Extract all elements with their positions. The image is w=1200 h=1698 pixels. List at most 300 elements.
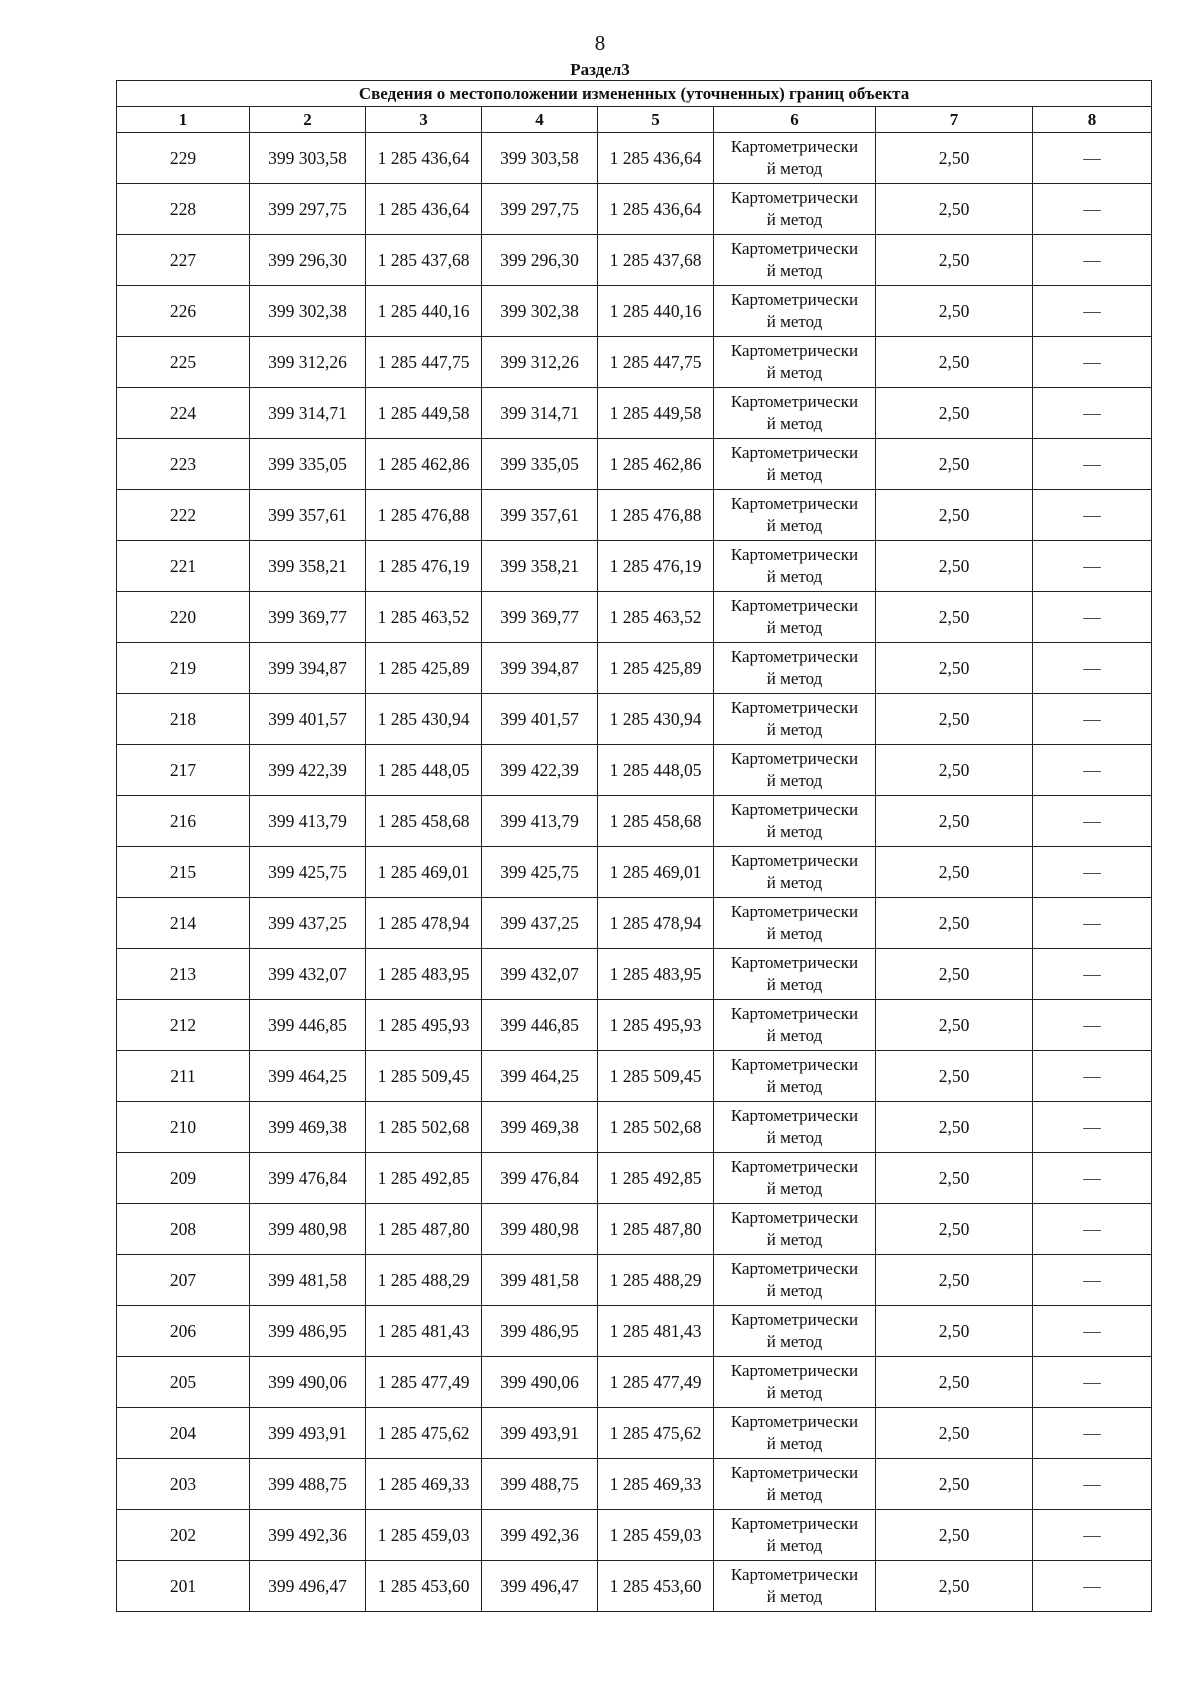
y-new-cell: 1 285 469,33	[598, 1459, 714, 1510]
y-existing-cell: 1 285 440,16	[366, 286, 482, 337]
accuracy-cell: 2,50	[876, 592, 1033, 643]
y-new-cell: 1 285 476,19	[598, 541, 714, 592]
method-line: й метод	[766, 1281, 823, 1300]
accuracy-cell: 2,50	[876, 1000, 1033, 1051]
x-existing-cell: 399 492,36	[250, 1510, 366, 1561]
column-number: 7	[876, 107, 1033, 133]
column-number: 4	[482, 107, 598, 133]
y-new-cell: 1 285 437,68	[598, 235, 714, 286]
method-line: Картометрически	[730, 800, 859, 819]
method-line: Картометрически	[730, 1463, 859, 1482]
y-existing-cell: 1 285 488,29	[366, 1255, 482, 1306]
method-line: й метод	[766, 618, 823, 637]
note-cell: —	[1033, 643, 1152, 694]
method-line: й метод	[766, 669, 823, 688]
point-number-cell: 225	[117, 337, 250, 388]
method-cell	[714, 1255, 876, 1306]
note-cell: —	[1033, 1153, 1152, 1204]
x-existing-cell: 399 488,75	[250, 1459, 366, 1510]
x-new-cell: 399 496,47	[482, 1561, 598, 1612]
table-row	[117, 847, 1152, 898]
x-existing-cell: 399 437,25	[250, 898, 366, 949]
accuracy-cell: 2,50	[876, 439, 1033, 490]
method-line: й метод	[766, 210, 823, 229]
method-cell	[714, 847, 876, 898]
x-new-cell: 399 335,05	[482, 439, 598, 490]
accuracy-cell: 2,50	[876, 1255, 1033, 1306]
table-row	[117, 1255, 1152, 1306]
x-new-cell: 399 486,95	[482, 1306, 598, 1357]
note-cell: —	[1033, 1408, 1152, 1459]
method-cell	[714, 643, 876, 694]
method-cell	[714, 541, 876, 592]
x-existing-cell: 399 296,30	[250, 235, 366, 286]
note-cell: —	[1033, 1306, 1152, 1357]
accuracy-cell: 2,50	[876, 184, 1033, 235]
y-existing-cell: 1 285 453,60	[366, 1561, 482, 1612]
method-line: Картометрически	[730, 749, 859, 768]
point-number-cell: 208	[117, 1204, 250, 1255]
accuracy-cell: 2,50	[876, 1051, 1033, 1102]
point-number-cell: 226	[117, 286, 250, 337]
method-line: й метод	[766, 720, 823, 739]
point-number-cell: 216	[117, 796, 250, 847]
x-new-cell: 399 493,91	[482, 1408, 598, 1459]
method-cell	[714, 133, 876, 184]
note-cell: —	[1033, 898, 1152, 949]
x-new-cell: 399 297,75	[482, 184, 598, 235]
accuracy-cell: 2,50	[876, 949, 1033, 1000]
note-cell: —	[1033, 1459, 1152, 1510]
table-row	[117, 694, 1152, 745]
y-existing-cell: 1 285 436,64	[366, 184, 482, 235]
point-number-cell: 205	[117, 1357, 250, 1408]
method-line: Картометрически	[730, 290, 859, 309]
table-row	[117, 949, 1152, 1000]
section-title: Раздел3	[570, 60, 630, 79]
note-cell: —	[1033, 592, 1152, 643]
point-number-cell: 229	[117, 133, 250, 184]
note-cell: —	[1033, 847, 1152, 898]
method-line: й метод	[766, 363, 823, 382]
note-cell: —	[1033, 490, 1152, 541]
method-line: й метод	[766, 312, 823, 331]
note-cell: —	[1033, 388, 1152, 439]
point-number-cell: 227	[117, 235, 250, 286]
note-cell: —	[1033, 286, 1152, 337]
method-line: й метод	[766, 1230, 823, 1249]
x-new-cell: 399 425,75	[482, 847, 598, 898]
method-line: й метод	[766, 924, 823, 943]
point-number-cell: 212	[117, 1000, 250, 1051]
table-row	[117, 1306, 1152, 1357]
y-new-cell: 1 285 492,85	[598, 1153, 714, 1204]
table-row	[117, 643, 1152, 694]
x-existing-cell: 399 469,38	[250, 1102, 366, 1153]
method-cell	[714, 1204, 876, 1255]
accuracy-cell: 2,50	[876, 694, 1033, 745]
x-new-cell: 399 432,07	[482, 949, 598, 1000]
method-cell	[714, 592, 876, 643]
note-cell: —	[1033, 1255, 1152, 1306]
point-number-cell: 201	[117, 1561, 250, 1612]
y-existing-cell: 1 285 476,19	[366, 541, 482, 592]
method-line: Картометрически	[730, 698, 859, 717]
x-existing-cell: 399 422,39	[250, 745, 366, 796]
y-new-cell: 1 285 509,45	[598, 1051, 714, 1102]
method-line: й метод	[766, 567, 823, 586]
y-new-cell: 1 285 453,60	[598, 1561, 714, 1612]
x-new-cell: 399 401,57	[482, 694, 598, 745]
accuracy-cell: 2,50	[876, 1459, 1033, 1510]
x-existing-cell: 399 302,38	[250, 286, 366, 337]
point-number-cell: 203	[117, 1459, 250, 1510]
y-existing-cell: 1 285 492,85	[366, 1153, 482, 1204]
accuracy-cell: 2,50	[876, 1204, 1033, 1255]
method-cell	[714, 1459, 876, 1510]
x-new-cell: 399 357,61	[482, 490, 598, 541]
y-existing-cell: 1 285 469,01	[366, 847, 482, 898]
method-line: Картометрически	[730, 647, 859, 666]
x-existing-cell: 399 369,77	[250, 592, 366, 643]
y-new-cell: 1 285 448,05	[598, 745, 714, 796]
y-existing-cell: 1 285 476,88	[366, 490, 482, 541]
method-line: й метод	[766, 771, 823, 790]
accuracy-cell: 2,50	[876, 541, 1033, 592]
table-row	[117, 184, 1152, 235]
y-existing-cell: 1 285 458,68	[366, 796, 482, 847]
column-number: 1	[117, 107, 250, 133]
table-row	[117, 541, 1152, 592]
method-line: Картометрически	[730, 443, 859, 462]
method-line: Картометрически	[730, 1106, 859, 1125]
method-line: Картометрически	[730, 545, 859, 564]
table-row	[117, 235, 1152, 286]
method-line: й метод	[766, 1536, 823, 1555]
y-existing-cell: 1 285 487,80	[366, 1204, 482, 1255]
method-cell	[714, 1000, 876, 1051]
accuracy-cell: 2,50	[876, 1306, 1033, 1357]
x-new-cell: 399 480,98	[482, 1204, 598, 1255]
point-number-cell: 218	[117, 694, 250, 745]
y-existing-cell: 1 285 469,33	[366, 1459, 482, 1510]
note-cell: —	[1033, 1204, 1152, 1255]
point-number-cell: 217	[117, 745, 250, 796]
method-line: Картометрически	[730, 1004, 859, 1023]
y-new-cell: 1 285 478,94	[598, 898, 714, 949]
point-number-cell: 224	[117, 388, 250, 439]
column-number: 6	[714, 107, 876, 133]
x-new-cell: 399 303,58	[482, 133, 598, 184]
y-new-cell: 1 285 459,03	[598, 1510, 714, 1561]
column-number: 8	[1033, 107, 1152, 133]
accuracy-cell: 2,50	[876, 745, 1033, 796]
x-existing-cell: 399 303,58	[250, 133, 366, 184]
y-existing-cell: 1 285 509,45	[366, 1051, 482, 1102]
y-new-cell: 1 285 462,86	[598, 439, 714, 490]
method-line: Картометрически	[730, 1565, 859, 1584]
note-cell: —	[1033, 1102, 1152, 1153]
x-existing-cell: 399 446,85	[250, 1000, 366, 1051]
table-row	[117, 1408, 1152, 1459]
accuracy-cell: 2,50	[876, 643, 1033, 694]
note-cell: —	[1033, 1561, 1152, 1612]
method-line: Картометрически	[730, 953, 859, 972]
x-existing-cell: 399 432,07	[250, 949, 366, 1000]
method-line: й метод	[766, 261, 823, 280]
method-line: Картометрически	[730, 1361, 859, 1380]
point-number-cell: 222	[117, 490, 250, 541]
y-existing-cell: 1 285 459,03	[366, 1510, 482, 1561]
y-new-cell: 1 285 458,68	[598, 796, 714, 847]
x-new-cell: 399 314,71	[482, 388, 598, 439]
y-new-cell: 1 285 495,93	[598, 1000, 714, 1051]
y-new-cell: 1 285 469,01	[598, 847, 714, 898]
note-cell: —	[1033, 541, 1152, 592]
method-line: й метод	[766, 1128, 823, 1147]
table-row	[117, 1000, 1152, 1051]
method-line: й метод	[766, 516, 823, 535]
point-number-cell: 220	[117, 592, 250, 643]
y-existing-cell: 1 285 437,68	[366, 235, 482, 286]
x-new-cell: 399 312,26	[482, 337, 598, 388]
method-line: Картометрически	[730, 596, 859, 615]
x-new-cell: 399 488,75	[482, 1459, 598, 1510]
method-line: й метод	[766, 1077, 823, 1096]
y-existing-cell: 1 285 475,62	[366, 1408, 482, 1459]
y-existing-cell: 1 285 462,86	[366, 439, 482, 490]
point-number-cell: 214	[117, 898, 250, 949]
x-new-cell: 399 358,21	[482, 541, 598, 592]
table-row	[117, 796, 1152, 847]
point-number-cell: 210	[117, 1102, 250, 1153]
table-caption-row	[117, 81, 1152, 107]
accuracy-cell: 2,50	[876, 796, 1033, 847]
table-row	[117, 1459, 1152, 1510]
table-row	[117, 1051, 1152, 1102]
x-existing-cell: 399 486,95	[250, 1306, 366, 1357]
y-new-cell: 1 285 440,16	[598, 286, 714, 337]
accuracy-cell: 2,50	[876, 1153, 1033, 1204]
accuracy-cell: 2,50	[876, 286, 1033, 337]
method-line: й метод	[766, 1587, 823, 1606]
x-existing-cell: 399 464,25	[250, 1051, 366, 1102]
column-number: 2	[250, 107, 366, 133]
accuracy-cell: 2,50	[876, 1510, 1033, 1561]
y-new-cell: 1 285 476,88	[598, 490, 714, 541]
method-line: Картометрически	[730, 494, 859, 513]
method-line: Картометрически	[730, 137, 859, 156]
accuracy-cell: 2,50	[876, 388, 1033, 439]
method-line: Картометрически	[730, 1514, 859, 1533]
x-new-cell: 399 492,36	[482, 1510, 598, 1561]
method-cell	[714, 439, 876, 490]
x-existing-cell: 399 425,75	[250, 847, 366, 898]
table-row	[117, 1510, 1152, 1561]
table-row	[117, 337, 1152, 388]
table-row	[117, 133, 1152, 184]
note-cell: —	[1033, 337, 1152, 388]
note-cell: —	[1033, 796, 1152, 847]
y-existing-cell: 1 285 447,75	[366, 337, 482, 388]
x-new-cell: 399 302,38	[482, 286, 598, 337]
y-new-cell: 1 285 447,75	[598, 337, 714, 388]
table-row	[117, 388, 1152, 439]
accuracy-cell: 2,50	[876, 1357, 1033, 1408]
point-number-cell: 209	[117, 1153, 250, 1204]
y-new-cell: 1 285 483,95	[598, 949, 714, 1000]
x-new-cell: 399 296,30	[482, 235, 598, 286]
x-existing-cell: 399 312,26	[250, 337, 366, 388]
note-cell: —	[1033, 1357, 1152, 1408]
x-existing-cell: 399 496,47	[250, 1561, 366, 1612]
point-number-cell: 206	[117, 1306, 250, 1357]
method-line: Картометрически	[730, 851, 859, 870]
y-existing-cell: 1 285 448,05	[366, 745, 482, 796]
method-cell	[714, 694, 876, 745]
method-line: й метод	[766, 1383, 823, 1402]
x-new-cell: 399 469,38	[482, 1102, 598, 1153]
note-cell: —	[1033, 694, 1152, 745]
method-line: Картометрически	[730, 1055, 859, 1074]
table-row	[117, 1102, 1152, 1153]
x-existing-cell: 399 297,75	[250, 184, 366, 235]
x-new-cell: 399 394,87	[482, 643, 598, 694]
y-new-cell: 1 285 477,49	[598, 1357, 714, 1408]
method-cell	[714, 1306, 876, 1357]
x-new-cell: 399 446,85	[482, 1000, 598, 1051]
table-row	[117, 592, 1152, 643]
method-line: й метод	[766, 975, 823, 994]
method-cell	[714, 898, 876, 949]
method-cell	[714, 1408, 876, 1459]
y-existing-cell: 1 285 483,95	[366, 949, 482, 1000]
accuracy-cell: 2,50	[876, 898, 1033, 949]
x-new-cell: 399 413,79	[482, 796, 598, 847]
y-existing-cell: 1 285 502,68	[366, 1102, 482, 1153]
method-cell	[714, 337, 876, 388]
point-number-cell: 204	[117, 1408, 250, 1459]
y-new-cell: 1 285 481,43	[598, 1306, 714, 1357]
method-line: Картометрически	[730, 1208, 859, 1227]
method-cell	[714, 184, 876, 235]
point-number-cell: 211	[117, 1051, 250, 1102]
x-existing-cell: 399 481,58	[250, 1255, 366, 1306]
method-cell	[714, 490, 876, 541]
method-line: Картометрически	[730, 341, 859, 360]
accuracy-cell: 2,50	[876, 847, 1033, 898]
y-existing-cell: 1 285 436,64	[366, 133, 482, 184]
table-row	[117, 1204, 1152, 1255]
x-existing-cell: 399 314,71	[250, 388, 366, 439]
table-row	[117, 1357, 1152, 1408]
note-cell: —	[1033, 439, 1152, 490]
method-cell	[714, 388, 876, 439]
point-number-cell: 228	[117, 184, 250, 235]
point-number-cell: 219	[117, 643, 250, 694]
x-existing-cell: 399 394,87	[250, 643, 366, 694]
method-line: й метод	[766, 822, 823, 841]
method-cell	[714, 1510, 876, 1561]
point-number-cell: 221	[117, 541, 250, 592]
y-existing-cell: 1 285 477,49	[366, 1357, 482, 1408]
y-new-cell: 1 285 487,80	[598, 1204, 714, 1255]
method-line: Картометрически	[730, 902, 859, 921]
method-cell	[714, 1357, 876, 1408]
note-cell: —	[1033, 949, 1152, 1000]
method-line: й метод	[766, 1485, 823, 1504]
column-number: 3	[366, 107, 482, 133]
x-existing-cell: 399 401,57	[250, 694, 366, 745]
method-line: й метод	[766, 1434, 823, 1453]
x-existing-cell: 399 413,79	[250, 796, 366, 847]
y-new-cell: 1 285 463,52	[598, 592, 714, 643]
x-new-cell: 399 369,77	[482, 592, 598, 643]
note-cell: —	[1033, 1000, 1152, 1051]
method-line: й метод	[766, 873, 823, 892]
x-new-cell: 399 476,84	[482, 1153, 598, 1204]
accuracy-cell: 2,50	[876, 490, 1033, 541]
method-line: Картометрически	[730, 188, 859, 207]
x-new-cell: 399 422,39	[482, 745, 598, 796]
note-cell: —	[1033, 184, 1152, 235]
method-line: й метод	[766, 1026, 823, 1045]
x-existing-cell: 399 335,05	[250, 439, 366, 490]
method-cell	[714, 1102, 876, 1153]
note-cell: —	[1033, 1510, 1152, 1561]
y-new-cell: 1 285 425,89	[598, 643, 714, 694]
method-cell	[714, 235, 876, 286]
method-line: й метод	[766, 1179, 823, 1198]
point-number-cell: 223	[117, 439, 250, 490]
x-new-cell: 399 464,25	[482, 1051, 598, 1102]
table-row	[117, 439, 1152, 490]
method-cell	[714, 949, 876, 1000]
method-cell	[714, 745, 876, 796]
table-row	[117, 490, 1152, 541]
y-new-cell: 1 285 475,62	[598, 1408, 714, 1459]
accuracy-cell: 2,50	[876, 337, 1033, 388]
method-line: й метод	[766, 159, 823, 178]
x-new-cell: 399 481,58	[482, 1255, 598, 1306]
note-cell: —	[1033, 133, 1152, 184]
method-cell	[714, 1561, 876, 1612]
y-existing-cell: 1 285 449,58	[366, 388, 482, 439]
table-caption: Сведения о местоположении измененных (уточненных) границ объекта	[117, 81, 1152, 107]
method-line: Картометрически	[730, 1412, 859, 1431]
y-existing-cell: 1 285 481,43	[366, 1306, 482, 1357]
table-row	[117, 286, 1152, 337]
method-cell	[714, 1051, 876, 1102]
accuracy-cell: 2,50	[876, 235, 1033, 286]
y-new-cell: 1 285 488,29	[598, 1255, 714, 1306]
method-cell	[714, 286, 876, 337]
y-existing-cell: 1 285 495,93	[366, 1000, 482, 1051]
y-new-cell: 1 285 449,58	[598, 388, 714, 439]
y-new-cell: 1 285 436,64	[598, 184, 714, 235]
method-line: й метод	[766, 1332, 823, 1351]
accuracy-cell: 2,50	[876, 1102, 1033, 1153]
table-row	[117, 745, 1152, 796]
x-existing-cell: 399 490,06	[250, 1357, 366, 1408]
method-line: Картометрически	[730, 1259, 859, 1278]
method-line: Картометрически	[730, 1157, 859, 1176]
x-existing-cell: 399 493,91	[250, 1408, 366, 1459]
table-row	[117, 898, 1152, 949]
x-existing-cell: 399 480,98	[250, 1204, 366, 1255]
accuracy-cell: 2,50	[876, 133, 1033, 184]
y-existing-cell: 1 285 430,94	[366, 694, 482, 745]
